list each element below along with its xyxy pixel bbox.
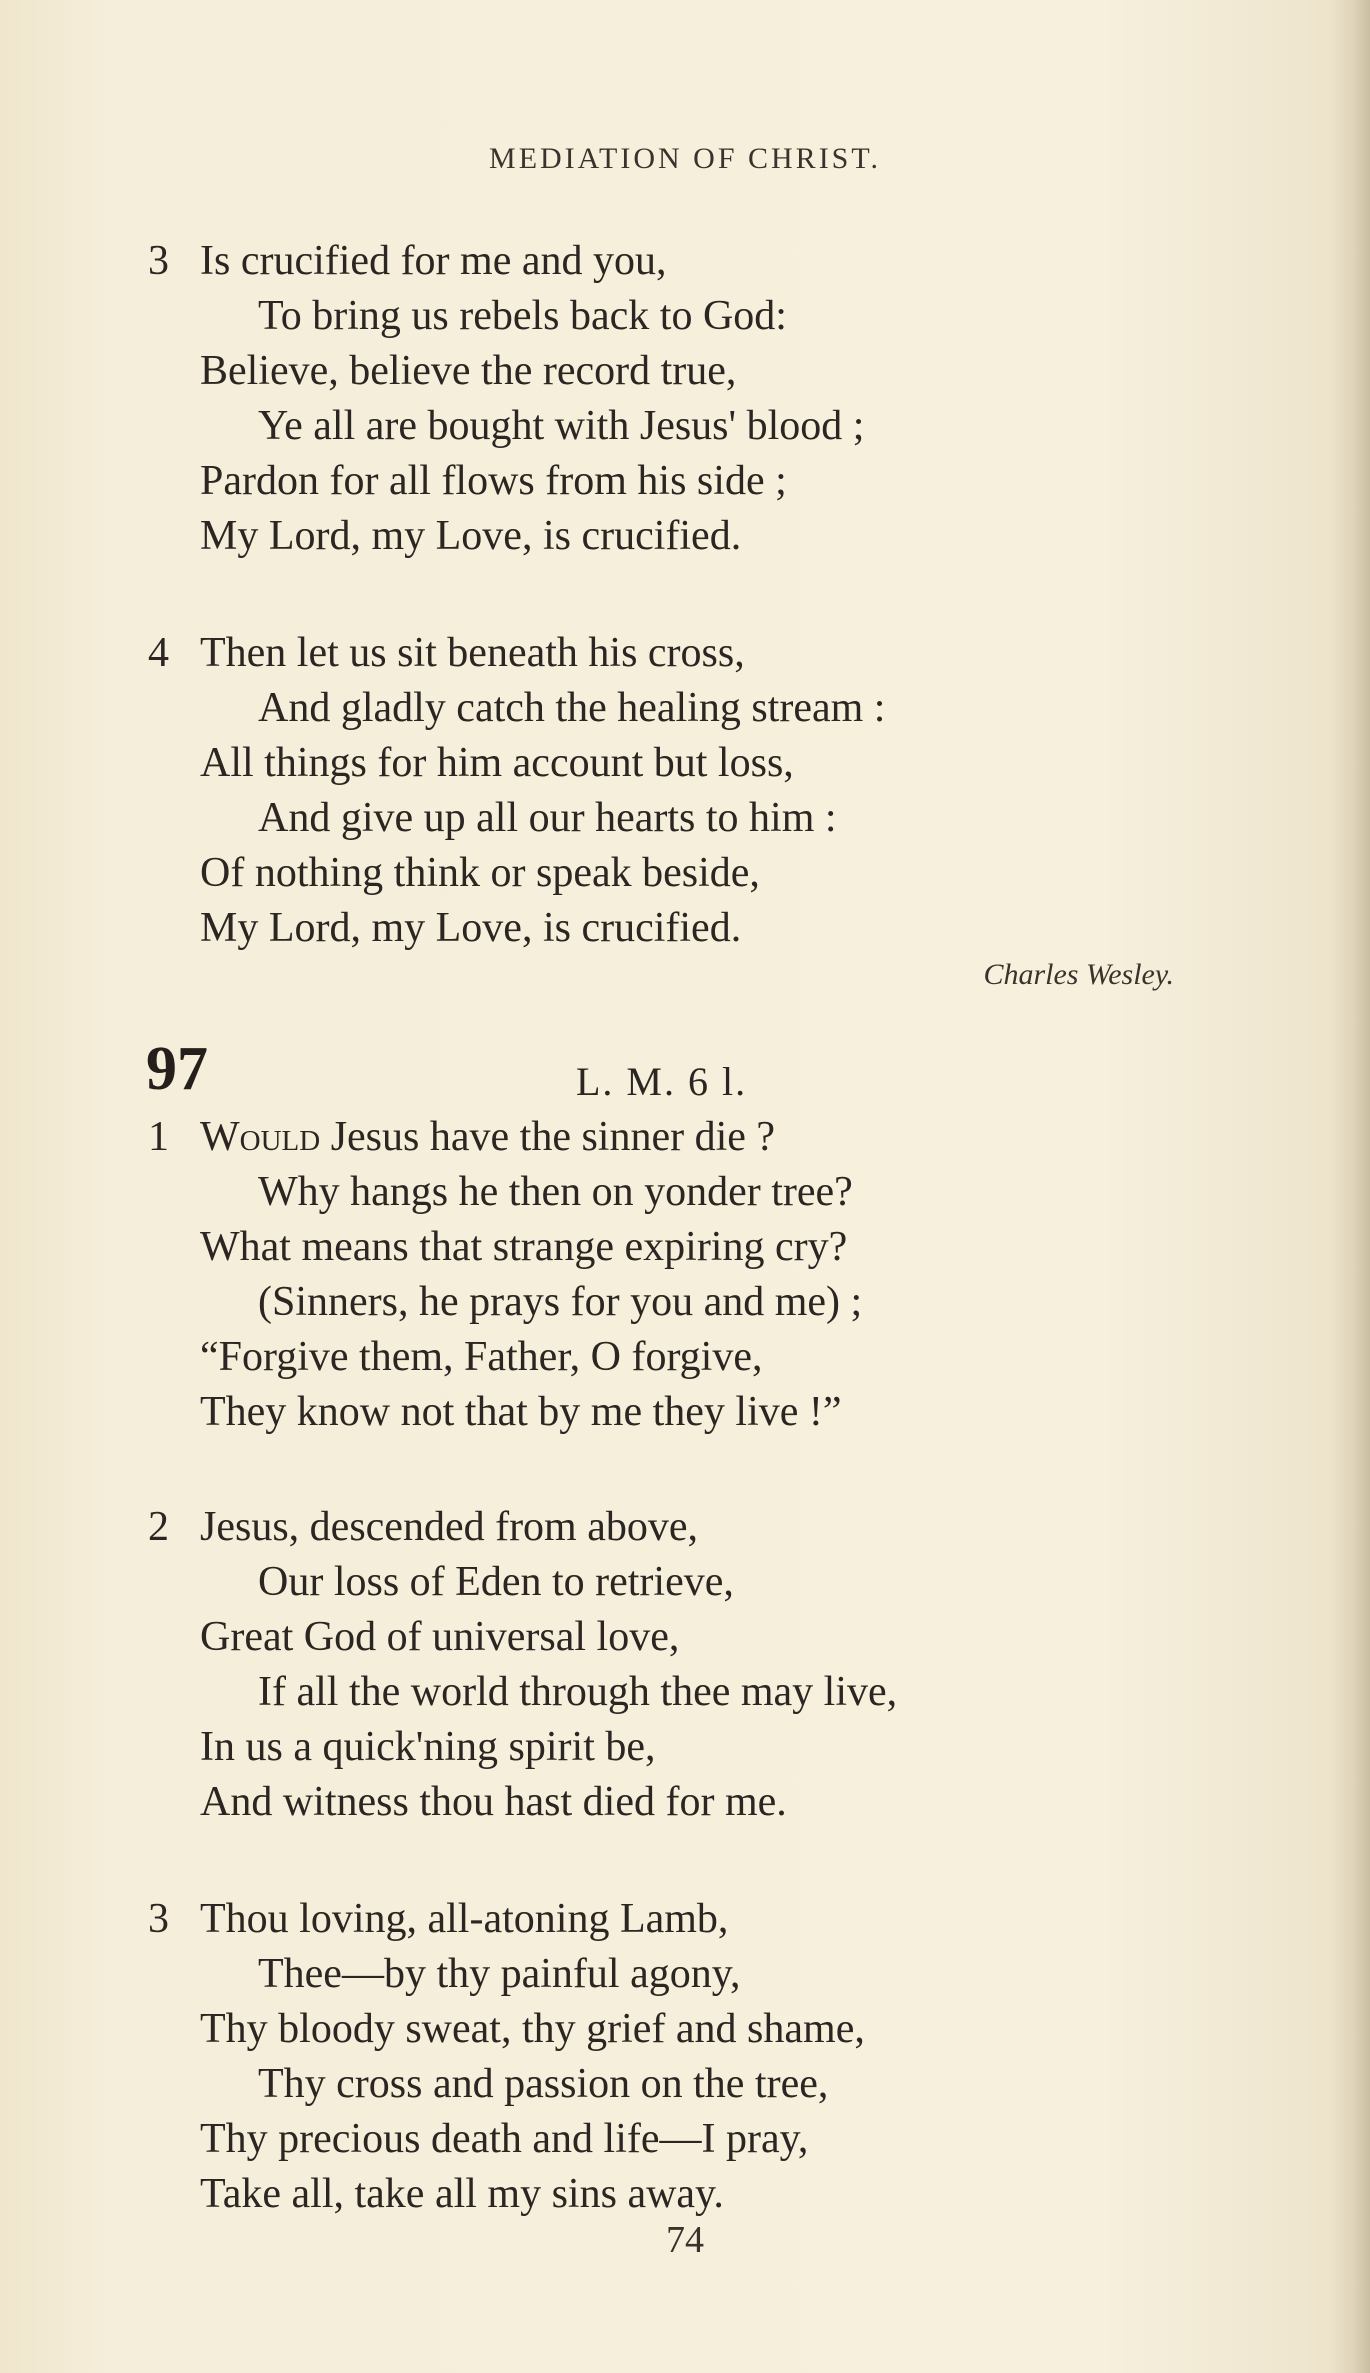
hymn-line: Thee—by thy painful agony,	[258, 1951, 741, 1997]
verse-number: 1	[148, 1114, 169, 1160]
hymn-line: If all the world through thee may live,	[258, 1669, 898, 1715]
verse-number: 3	[148, 1896, 169, 1942]
hymn-line: Then let us sit beneath his cross,	[200, 630, 745, 676]
hymn-line: They know not that by me they live !”	[200, 1389, 842, 1435]
hymn-line: Jesus, descended from above,	[200, 1504, 699, 1550]
hymn-line: Believe, believe the record true,	[200, 348, 737, 394]
hymn-line: Thou loving, all-atoning Lamb,	[200, 1896, 729, 1942]
first-word: Would	[200, 1114, 321, 1160]
hymn-line: In us a quick'ning spirit be,	[200, 1724, 656, 1770]
page-edge-shadow	[1330, 0, 1370, 2373]
author-attribution: Charles Wesley.	[983, 958, 1174, 991]
first-line-rest: Jesus have the sinner die ?	[320, 1114, 776, 1160]
hymn-line: Why hangs he then on yonder tree?	[258, 1169, 853, 1215]
hymn-line: Thy cross and passion on the tree,	[258, 2061, 829, 2107]
hymn-line: And give up all our hearts to him :	[258, 795, 837, 841]
hymn-line: Of nothing think or speak beside,	[200, 850, 760, 896]
running-head: MEDIATION OF CHRIST.	[489, 142, 881, 175]
hymn-line-first	[200, 1110, 775, 1164]
hymn-line: What means that strange expiring cry?	[200, 1224, 848, 1270]
page-number: 74	[666, 2219, 704, 2261]
verse-number: 3	[148, 238, 169, 284]
hymn-line: My Lord, my Love, is crucified.	[200, 905, 742, 951]
hymn-line: And gladly catch the healing stream :	[258, 685, 886, 731]
hymn-line: My Lord, my Love, is crucified.	[200, 513, 742, 559]
verse-number: 2	[148, 1504, 169, 1550]
verse-number: 4	[148, 630, 169, 676]
hymn-line: Pardon for all flows from his side ;	[200, 458, 787, 504]
hymn-line: Our loss of Eden to retrieve,	[258, 1559, 734, 1605]
hymn-number: 97	[146, 1035, 208, 1103]
hymn-line: Is crucified for me and you,	[200, 238, 667, 284]
hymn-line: To bring us rebels back to God:	[258, 293, 787, 339]
hymn-line: Thy bloody sweat, thy grief and shame,	[200, 2006, 865, 2052]
hymn-line: (Sinners, he prays for you and me) ;	[258, 1279, 863, 1325]
hymn-line: “Forgive them, Father, O forgive,	[200, 1334, 763, 1380]
hymn-line: Take all, take all my sins away.	[200, 2171, 724, 2217]
hymn-line: And witness thou hast died for me.	[200, 1779, 787, 1825]
hymn-meter: L. M. 6 l.	[576, 1059, 748, 1104]
hymn-line: Thy precious death and life—I pray,	[200, 2116, 809, 2162]
hymn-line: Great God of universal love,	[200, 1614, 680, 1660]
hymn-line: All things for him account but loss,	[200, 740, 794, 786]
hymn-line: Ye all are bought with Jesus' blood ;	[258, 403, 865, 449]
